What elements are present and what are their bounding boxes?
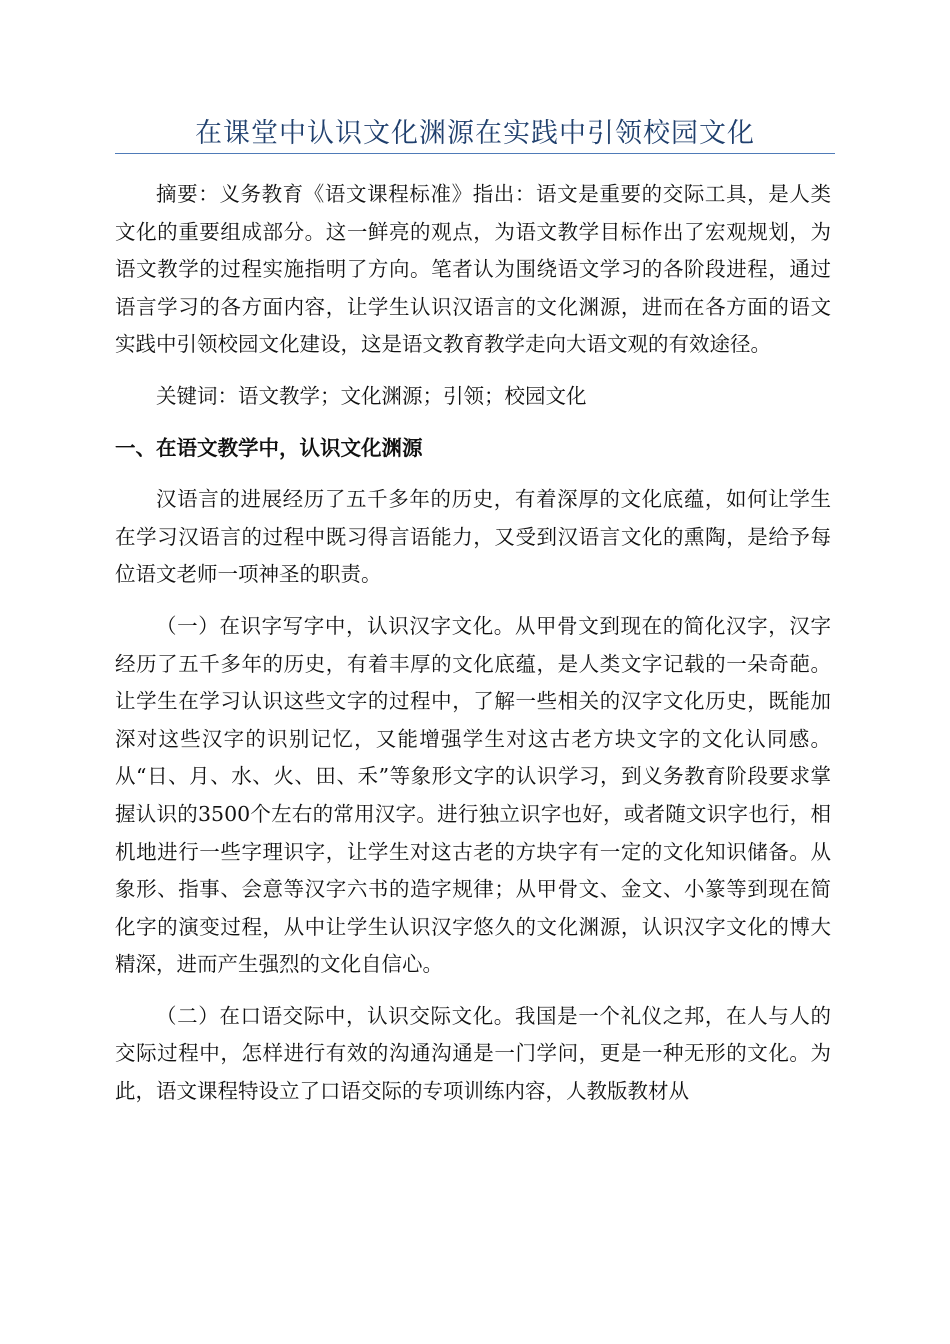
subsection-2-paragraph: （二）在口语交际中，认识交际文化。我国是一个礼仪之邦，在人与人的交际过程中，怎样进行有效的沟通沟通是一门学问，更是一种无形的文化。为此，语文课程特设立了口语交际的专项训练内容，人教版教材从 <box>115 1003 831 1104</box>
section-intro-paragraph: 汉语言的进展经历了五千多年的历史，有着深厚的文化底蕴，如何让学生在学习汉语言的过程中既习得言语能力，又受到汉语言文化的熏陶，是给予每位语文老师一项神圣的职责。 <box>115 487 831 587</box>
title-underline <box>115 153 835 154</box>
section-heading: 一、在语文教学中，认识文化渊源 <box>115 435 423 460</box>
subsection-1-paragraph: （一）在识字写字中，认识汉字文化。从甲骨文到现在的简化汉字，汉字经历了五千多年的历史，有着丰厚的文化底蕴，是人类文字记载的一朵奇葩。让学生在学习认识这些文字的过程中，了解一些相关的汉字文化历史，既能加深对这些汉字的识别记忆，又能增强学生对这古老方块文字的文化认同感。从“日、月、水、火、田、禾”等象形文字的认识学习，到义务教育阶段要求掌握认识的3500个左右的常用汉字。进行独立识字也好，或者随文识字也行，相机地进行一些字理识字，让学生对这古老的方块字有一定的文化知识储备。从象形、指事、会意等汉字六书的造字规律；从甲骨文、金文、小篆等到现在简化字的演变过程，从中让学生认识汉字悠久的文化渊源，认识汉字文化的博大精深，进而产生强烈的文化自信心。 <box>115 613 831 977</box>
abstract-paragraph: 摘要：义务教育《语文课程标准》指出：语文是重要的交际工具，是人类文化的重要组成部分。这一鲜亮的观点，为语文教学目标作出了宏观规划，为语文教学的过程实施指明了方向。笔者认为围绕语文学习的各阶段进程，通过语言学习的各方面内容，让学生认识汉语言的文化渊源，进而在各方面的语文实践中引领校园文化建设，这是语文教育教学走向大语文观的有效途径。 <box>115 182 831 357</box>
document-body <box>115 176 831 1125</box>
keywords-paragraph: 关键词：语文教学；文化渊源；引领；校园文化 <box>156 383 587 408</box>
document-title: 在课堂中认识文化渊源在实践中引领校园文化 <box>195 118 755 149</box>
